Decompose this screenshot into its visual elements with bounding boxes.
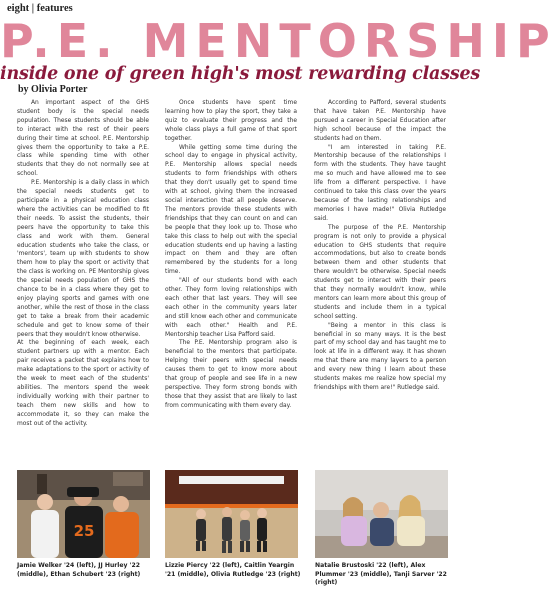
jersey-number: 25 [73,522,95,540]
paragraph: The P.E. Mentorship program also is beneficial to the mentors that participate. Helping their peers with special needs causes them to get to know more about that group of people and see life in a new perspective. They form strong bonds with those that they assist that are likely to last from communicating with them every day. [165,339,297,409]
paragraph: "Being a mentor in this class is beneficial in so many ways. It is the best part of my school day and has taught me to look at life in a different way. It has shown me that there are many layers to a person and every new thing I learn about these students makes me realize how special my friendships with them are!" Rutledge said. [314,321,446,391]
paragraph: While getting some time during the school day to engage in physical activity, P.E. Mentorship allows special needs students to form friendships with others that they don't usually get to spend time with at school, giving them the increased social interaction that all people deserve. The mentors provide these students with friendships that they can count on and can be people that they look up to. Those who take this class to help out with the special education students end up having a lasting impact on them and they are often remembered by the students for a long time. [165,143,297,276]
paragraph: An important aspect of the GHS student body is the special needs population. These students should be able to interact with the rest of their peers during their time at school. P.E. Mentorship gives them the opportunity to take a P.E. class while spending time with other students that they do not normally see at school. [17,99,149,178]
photo-caption-2: Lizzie Piercy '22 (left), Caitlin Yeargin '21 (middle), Olivia Rutledge '23 (right) [165,562,301,578]
paragraph: P.E. Mentorship is a daily class in which the special needs students get to participate in a physical education class where the activities can be modified to fit their needs. To assist the students, their peers have the opportunity to take this class and work with them. General education students who take the class, or 'mentors', team up with students to show them how to play the sport or activity that the class is working on. PE Mentorship gives the special needs population of GHS the chance to be in a class where they get to enjoy playing sports and games with one another, while the rest of those in the class get to take a break from their academic schedule and get to know some of their peers that they wouldn't know otherwise. [17,179,149,338]
article-column-3 [314,99,446,393]
paragraph: Once students have spent time learning how to play the sport, they take a quiz to evaluate their progress and the whole class plays a full game of that sport together. [165,99,297,142]
paragraph: The purpose of the P.E. Mentorship program is not only to provide a physical education to GHS students that require accommodations, but also to create bonds between them and other students that there wouldn't be otherwise. Special needs students get to interact with their peers that they normally wouldn't know, while mentors can learn more about this group of students and include them in a typical school setting. [314,223,446,320]
photo-students-gym [17,470,150,558]
paragraph: At the beginning of each week, each student partners up with a mentor. Each pair receives a packet that explains how to make adaptations to the sport or activity of the week to meet each of the students' abilities. The mentors spend the week individually working with their partner to teach them new skills and how to accommodate it, so they can make the most out of the activity. [17,339,149,427]
photo-students-smiling [315,470,448,558]
paragraph: According to Pafford, several students that have taken P.E. Mentorship have pursued a career in Special Education after high school because of the impact the students had on them. [314,99,446,142]
article-column-2 [165,99,297,411]
paragraph: "All of our students bond with each other. They form loving relationships with each other that last years. They will see each other in the community years later and still know each other and communicate with each other." Health and P.E. Mentorship teacher Lisa Pafford said. [165,277,297,338]
section-label: eight | features [7,3,73,14]
photo-students-court [165,470,298,558]
paragraph: "I am interested in taking P.E. Mentorship because of the relationships I form with the students. They have taught me so much and have allowed me to see life from a different perspective. I have continued to take this class over the years because of the lasting relationships and memories I have made!" Olivia Rutledge said. [314,143,446,222]
byline: by Olivia Porter [18,84,88,95]
article-column-1 [17,99,149,429]
headline: P.E. MENTORSHIP [0,14,557,68]
photo-caption-3: Natalie Brustoski '22 (left), Alex Plummer '23 (middle), Tanji Sarver '22 (right) [315,562,447,587]
subheadline: inside one of green high's most rewarding classes [0,64,481,84]
photo-caption-1: Jamie Welker '24 (left), JJ Hurley '22 (middle), Ethan Schubert '23 (right) [17,562,141,578]
